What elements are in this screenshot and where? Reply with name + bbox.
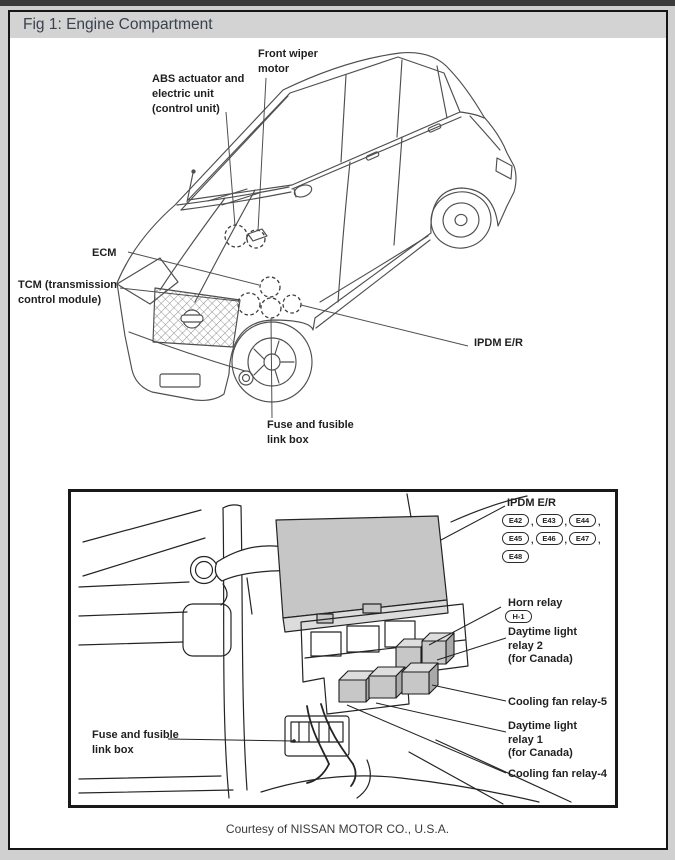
- fuse-link-box: [285, 716, 349, 756]
- relay-cubes-lower: [339, 663, 438, 702]
- connector-badge: E47: [569, 532, 596, 545]
- door-lines: [316, 123, 441, 328]
- label-daytime-relay-2: Daytime light relay 2 (for Canada): [508, 626, 578, 665]
- badge-separator: ,: [564, 535, 568, 545]
- courtesy-caption: Courtesy of NISSAN MOTOR CO., U.S.A.: [225, 822, 450, 836]
- connector-badge: E42: [502, 514, 529, 527]
- connector-badge: E46: [536, 532, 563, 545]
- ipdm-connector-badges: [502, 514, 603, 568]
- label-fuse-box-car: Fuse and fusible link box: [267, 419, 354, 446]
- connector-badge: E43: [536, 514, 563, 527]
- badge-separator: ,: [598, 535, 601, 545]
- label-ecm: ECM: [92, 247, 117, 259]
- connector-badge: E44: [569, 514, 596, 527]
- ipdm-cover-box: [276, 516, 448, 632]
- horn-relay-badge: H-1: [505, 610, 532, 623]
- label-horn-relay: Horn relay: [508, 597, 563, 609]
- badge-separator: ,: [531, 517, 534, 527]
- connector-badge: E45: [502, 532, 529, 545]
- label-tcm: TCM (transmission control module): [18, 279, 118, 306]
- badge-separator: ,: [598, 517, 601, 527]
- side-mirror: [293, 183, 314, 199]
- figure-title: Fig 1: Engine Compartment: [23, 16, 213, 33]
- label-cooling-fan-relay-5: Cooling fan relay-5: [508, 696, 608, 708]
- badge-separator: ,: [564, 517, 568, 527]
- label-front-wiper-motor: Front wiper motor: [258, 48, 318, 75]
- car-leader-lines: [120, 78, 468, 418]
- badge-separator: ,: [531, 535, 534, 545]
- label-abs-actuator: ABS actuator and electric unit (control unit): [152, 73, 245, 115]
- badge-row: [502, 514, 603, 527]
- label-daytime-relay-1: Daytime light relay 1 (for Canada): [508, 720, 578, 759]
- figure-title-bar: [10, 12, 666, 38]
- label-ipdm-car: IPDM E/R: [474, 337, 523, 349]
- connector-badge: E48: [502, 550, 529, 563]
- label-cooling-fan-relay-4: Cooling fan relay-4: [508, 768, 608, 780]
- badge-row: [502, 532, 603, 545]
- cowl-and-wipers: [177, 187, 291, 210]
- badge-row: [502, 550, 603, 563]
- label-fuse-box-bay: Fuse and fusible link box: [92, 729, 179, 756]
- label-ipdm-bay: IPDM E/R: [507, 497, 556, 509]
- window-top-edge: [0, 0, 675, 6]
- taillight: [496, 158, 512, 179]
